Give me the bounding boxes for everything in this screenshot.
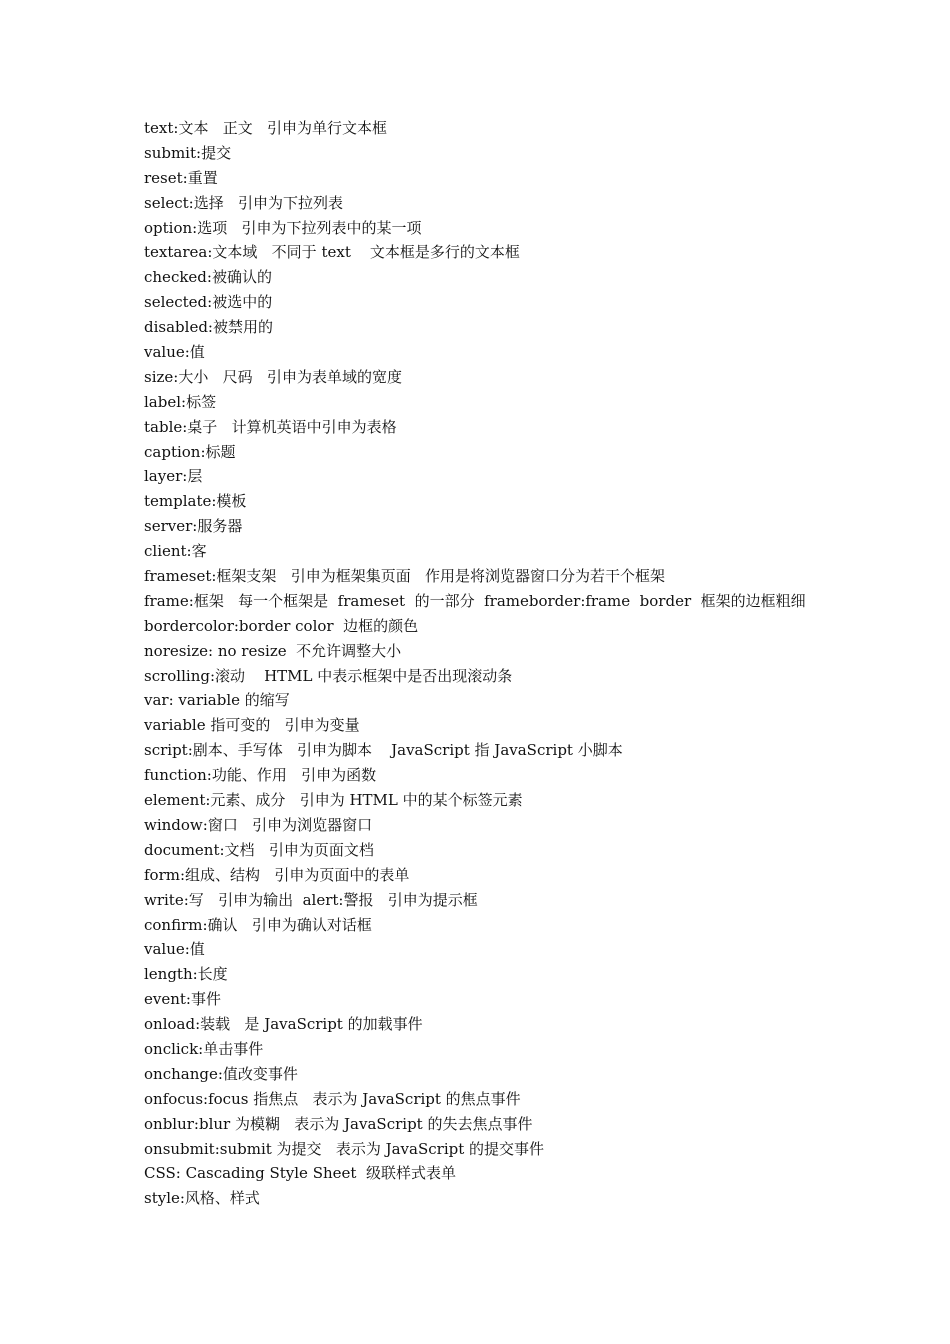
glossary-line: var: variable 的缩写 (144, 691, 290, 710)
glossary-line: write:写 引申为输出 alert:警报 引申为提示框 (144, 890, 478, 909)
glossary-line: value:值 (144, 343, 205, 362)
glossary-line: onload:装载 是 JavaScript 的加载事件 (144, 1015, 423, 1034)
glossary-line: textarea:文本域 不同于 text 文本框是多行的文本框 (144, 243, 520, 262)
glossary-line: table:桌子 计算机英语中引申为表格 (144, 417, 397, 436)
glossary-line: onblur:blur 为模糊 表示为 JavaScript 的失去焦点事件 (144, 1114, 533, 1133)
glossary-line: onfocus:focus 指焦点 表示为 JavaScript 的焦点事件 (144, 1089, 521, 1108)
glossary-line: text:文本 正文 引申为单行文本框 (144, 119, 388, 137)
glossary-line: CSS: Cascading Style Sheet 级联样式表单 (144, 1164, 456, 1183)
glossary-line: checked:被确认的 (144, 268, 272, 287)
glossary-line: option:选项 引申为下拉列表中的某一项 (144, 218, 422, 237)
glossary-line: client:客 (144, 542, 207, 561)
glossary-line: noresize: no resize 不允许调整大小 (144, 641, 402, 660)
glossary-line: submit:提交 (144, 143, 232, 162)
glossary-line: onclick:单击事件 (144, 1039, 264, 1058)
glossary-list (144, 116, 844, 1211)
glossary-line: server:服务器 (144, 517, 243, 536)
glossary-line: function:功能、作用 引申为函数 (144, 766, 377, 785)
glossary-line: label:标签 (144, 392, 217, 411)
glossary-line: document:文档 引申为页面文档 (144, 840, 374, 859)
glossary-line: select:选择 引申为下拉列表 (144, 193, 344, 212)
glossary-line: frame:框架 每一个框架是 frameset 的一部分 frameborder:frame border 框架的边框粗细 (144, 591, 806, 610)
glossary-line: frameset:框架支架 引申为框架集页面 作用是将浏览器窗口分为若干个框架 (144, 567, 666, 586)
glossary-line: reset:重置 (144, 168, 218, 187)
glossary-line: style:风格、样式 (144, 1189, 260, 1208)
glossary-line: script:剧本、手写体 引申为脚本 JavaScript 指 JavaScript 小脚本 (144, 741, 623, 760)
glossary-line: onsubmit:submit 为提交 表示为 JavaScript 的提交事件 (144, 1139, 545, 1158)
glossary-line: form:组成、结构 引申为页面中的表单 (144, 865, 410, 884)
glossary-line: length:长度 (144, 965, 228, 984)
glossary-line: disabled:被禁用的 (144, 318, 273, 337)
glossary-line: element:元素、成分 引申为 HTML 中的某个标签元素 (144, 791, 523, 810)
glossary-line: variable 指可变的 引申为变量 (144, 716, 360, 735)
glossary-line: onchange:值改变事件 (144, 1064, 298, 1083)
glossary-line: layer:层 (144, 467, 203, 486)
glossary-line: event:事件 (144, 990, 221, 1009)
glossary-line: caption:标题 (144, 442, 236, 461)
glossary-line: scrolling:滚动 HTML 中表示框架中是否出现滚动条 (144, 666, 513, 685)
glossary-line: window:窗口 引申为浏览器窗口 (144, 815, 373, 834)
glossary-line: size:大小 尺码 引申为表单域的宽度 (144, 367, 402, 386)
glossary-line: value:值 (144, 940, 205, 959)
glossary-line: template:模板 (144, 492, 247, 511)
glossary-line: selected:被选中的 (144, 293, 273, 312)
glossary-line: confirm:确认 引申为确认对话框 (144, 915, 372, 934)
glossary-line: bordercolor:border color 边框的颜色 (144, 616, 419, 635)
